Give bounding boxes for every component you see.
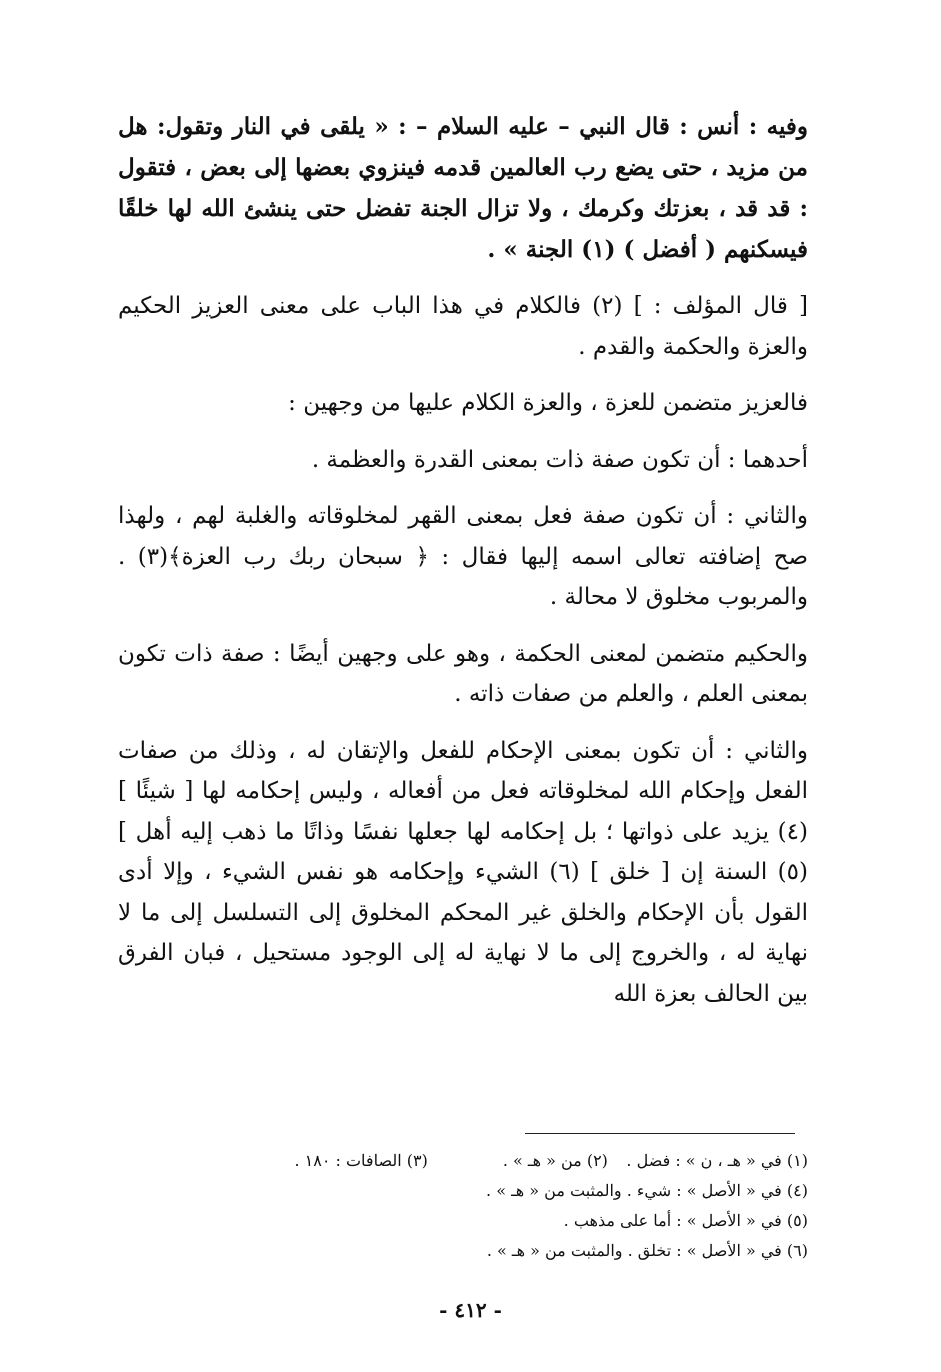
second-aspect-paragraph: والثاني : أن تكون صفة فعل بمعنى القهر لمخلوقاته والغلبة لهم ، ولهذا صح إضافته تعالى اسمه إليها فقال : ﴿ سبحان ربك رب العزة﴾(٣) . والمربوب مخلوق لا محالة . <box>118 503 808 610</box>
footnote-5: (٥) في « الأصل » : أما على مذهب . <box>563 1211 808 1230</box>
author-intro-paragraph: [ قال المؤلف : ] (٢) فالكلام في هذا الباب على معنى العزيز الحكيم والعزة والحكمة والقدم . <box>118 293 808 360</box>
footnote-divider <box>525 1133 795 1134</box>
ihkam-paragraph: والثاني : أن تكون بمعنى الإحكام للفعل والإتقان له ، وذلك من صفات الفعل وإحكام الله لمخلوقاته فعل من أفعاله ، وليس إحكامه لها [ شيئًا ] (٤) يزيد على ذواتها ؛ بل إحكامه لها جعلها نفسًا وذاتًا ما ذهب إليه أهل ] (٥) السنة إن [ خلق ] (٦) الشيء وإحكامه هو نفس الشيء ، وإلا أدى القول بأن الإحكام والخلق غير المحكم المخلوق إلى التسلسل إلى ما لا نهاية له ، والخروج إلى ما لا نهاية له إلى الوجود مستحيل ، فبان الفرق بين الحالف بعزة الله <box>118 737 808 1007</box>
footnote-row <box>118 1146 808 1176</box>
hadith-paragraph: وفيه : أنس : قال النبي – عليه السلام – : « يلقى في النار وتقول: هل من مزيد ، حتى يضع رب العالمين قدمه فينزوي بعضها إلى بعض ، فتقول : قد قد ، بعزتك وكرمك ، ولا تزال الجنة تفضل حتى ينشئ الله لها خلقًا فيسكنهم ( أفضل ) (١) الجنة » . <box>118 113 808 263</box>
aziz-paragraph: فالعزيز متضمن للعزة ، والعزة الكلام عليها من وجهين : <box>288 390 808 416</box>
footnote-6: (٦) في « الأصل » : تخلق . والمثبت من « هـ » . <box>486 1241 808 1260</box>
footnote-4: (٤) في « الأصل » : شيء . والمثبت من « هـ » . <box>486 1181 808 1200</box>
main-text <box>118 106 808 1030</box>
page-number: - ٤١٢ - <box>439 1298 502 1322</box>
footnote-1: (١) في « هـ ، ن » : فضل . <box>626 1151 808 1170</box>
hakim-paragraph: والحكيم متضمن لمعنى الحكمة ، وهو على وجهين أيضًا : صفة ذات تكون بمعنى العلم ، والعلم من صفات ذاته . <box>118 640 808 707</box>
footnote-3: (٣) الصافات : ١٨٠ . <box>294 1151 428 1170</box>
first-aspect-paragraph: أحدهما : أن تكون صفة ذات بمعنى القدرة والعظمة . <box>311 446 808 473</box>
footnote-2: (٢) من « هـ » . <box>502 1151 608 1170</box>
footnotes <box>118 1146 808 1266</box>
